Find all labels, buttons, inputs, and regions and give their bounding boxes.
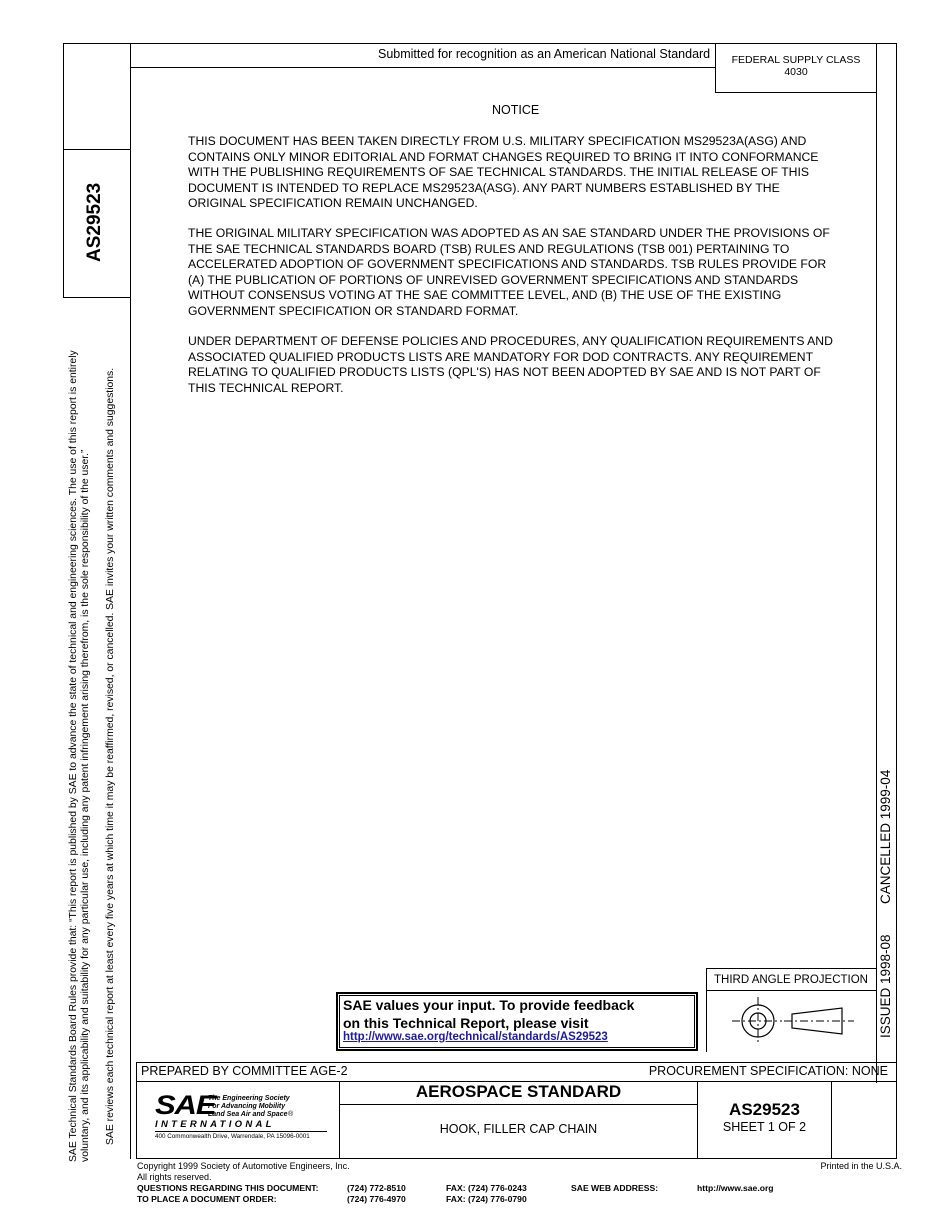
notice-paragraph-2 (188, 226, 858, 319)
order-phone: (724) 776-4970 (347, 1194, 406, 1204)
frame-left-line (63, 43, 64, 298)
questions-phone: (724) 772-8510 (347, 1183, 406, 1193)
fsc-value: 4030 (784, 66, 808, 78)
sae-address: 400 Commonwealth Drive, Warrendale, PA 15096-0001 (155, 1133, 310, 1140)
sae-logo-mark: SAE (155, 1090, 216, 1120)
title-block-std-underline (339, 1104, 697, 1105)
fsc-box-bottom (715, 92, 876, 93)
notice-line: CONTAINS ONLY MINOR EDITORIAL AND FORMAT CHANGES REQUIRED TO BRING IT INTO CONFORMANCE (188, 149, 819, 164)
strip-divider-line (63, 149, 130, 150)
frame-top-line (63, 43, 897, 44)
questions-label: QUESTIONS REGARDING THIS DOCUMENT: (137, 1183, 319, 1193)
title-block-bottom (136, 1158, 896, 1159)
feedback-link[interactable]: http://www.sae.org/technical/standards/AS29523 (343, 1031, 608, 1043)
title-block-right (896, 1062, 897, 1159)
strip-rules-line1: SAE Technical Standards Board Rules provide that: “This report is published by SAE to advance the state of technical and engineering sciences. The use of this report is entirely (68, 350, 79, 1162)
strip-bottom-line (63, 297, 130, 298)
header-underline (130, 67, 715, 68)
sheet-number: SHEET 1 OF 2 (722, 1120, 807, 1134)
notice-paragraph-1 (188, 134, 858, 212)
notice-line: THIS DOCUMENT HAS BEEN TAKEN DIRECTLY FROM U.S. MILITARY SPECIFICATION MS29523A(ASG) AND (188, 134, 807, 148)
notice-line: THE ORIGINAL MILITARY SPECIFICATION WAS ADOPTED AS AN SAE STANDARD UNDER THE PROVISIONS OF (188, 226, 830, 240)
content-left-line (130, 43, 131, 1159)
submitted-text: Submitted for recognition as an American National Standard (378, 47, 711, 61)
strip-review-line: SAE reviews each technical report at least every five years at which time it may be reaffirmed, revised, or cancelled. SAE invites your written comments and suggestions. (105, 367, 116, 1145)
notice-line: (A) THE PUBLICATION OF PORTIONS OF UNREVISED GOVERNMENT SPECIFICATIONS AND STANDARDS (188, 272, 799, 287)
strip-rules-line2: voluntary, and its applicability and suitability for any particular use, including any patent infringement arising therefrom, is the sole responsibility of the user.” (80, 449, 91, 1162)
third-angle-projection-icon (730, 994, 860, 1044)
title-doc-number: AS29523 (729, 1100, 800, 1119)
notice-line: THE SAE TECHNICAL STANDARDS BOARD (TSB) RULES AND REGULATIONS (TSB 001) PERTAINING TO (188, 241, 790, 256)
title-block-left (136, 1062, 137, 1159)
feedback-line1: SAE values your input. To provide feedback (343, 997, 635, 1013)
content-right-line (876, 43, 877, 1083)
document-title: HOOK, FILLER CAP CHAIN (439, 1122, 598, 1136)
strip-doc-number: AS29523 (84, 182, 105, 262)
notice-title: NOTICE (492, 103, 540, 117)
notice-line: UNDER DEPARTMENT OF DEFENSE POLICIES AND PROCEDURES, ANY QUALIFICATION REQUIREMENTS AND (188, 334, 833, 348)
sae-logo-underline (155, 1131, 327, 1132)
procurement-spec: PROCUREMENT SPECIFICATION: NONE (648, 1064, 888, 1078)
rights: All rights reserved. (137, 1172, 212, 1182)
feedback-line2: on this Technical Report, please visit (343, 1015, 589, 1031)
notice-paragraph-3 (188, 334, 858, 396)
standard-type: AEROSPACE STANDARD (415, 1082, 622, 1101)
notice-line: ORIGINAL SPECIFICATION REMAIN UNCHANGED. (188, 196, 478, 210)
printed-in: Printed in the U.S.A. (820, 1161, 902, 1171)
fsc-label: FEDERAL SUPPLY CLASS (731, 54, 861, 66)
notice-line: THIS TECHNICAL REPORT. (188, 380, 344, 395)
cancelled-date: CANCELLED 1999-04 (878, 769, 893, 904)
title-block-div3 (831, 1081, 832, 1159)
questions-fax: FAX: (724) 776-0243 (446, 1183, 527, 1193)
sae-international: INTERNATIONAL (155, 1119, 275, 1130)
notice-line: ACCELERATED ADOPTION OF GOVERNMENT SPECIFICATIONS AND STANDARDS. TSB RULES PROVIDE FOR (188, 257, 827, 271)
order-label: TO PLACE A DOCUMENT ORDER: (137, 1194, 277, 1204)
sae-registered-mark: ® (288, 1111, 294, 1118)
notice-line: ASSOCIATED QUALIFIED PRODUCTS LISTS ARE MANDATORY FOR DOD CONTRACTS. ANY REQUIREMENT (188, 349, 814, 364)
prepared-by: PREPARED BY COMMITTEE AGE-2 (141, 1064, 348, 1078)
notice-line: WITH THE PUBLISHING REQUIREMENTS OF SAE TECHNICAL STANDARDS. THE INITIAL RELEASE OF THIS (188, 165, 809, 179)
web-label: SAE WEB ADDRESS: (571, 1183, 659, 1193)
sae-tagline-3: Land Sea Air and Space (208, 1111, 288, 1118)
outer-right-line (896, 43, 897, 1083)
notice-line: DOCUMENT IS INTENDED TO REPLACE MS29523A(ASG). ANY PART NUMBERS ESTABLISHED BY THE (188, 180, 780, 195)
notice-line: GOVERNMENT SPECIFICATION OR STANDARD FORMAT. (188, 303, 519, 318)
notice-line: RELATING TO QUALIFIED PRODUCTS LISTS (QPL'S) HAS NOT BEEN ADOPTED BY SAE AND IS NOT PART OF (188, 365, 821, 379)
title-block-top (136, 1062, 896, 1063)
issued-date: ISSUED 1998-08 (878, 934, 893, 1038)
projection-divider (706, 990, 876, 991)
notice-line: WITHOUT CONSENSUS VOTING AT THE SAE COMMITTEE LEVEL, AND (B) THE USE OF THE EXISTING (188, 288, 782, 302)
copyright: Copyright 1999 Society of Automotive Engineers, Inc. (137, 1161, 350, 1171)
sae-tagline-1: The Engineering Society (208, 1095, 290, 1102)
projection-label: THIRD ANGLE PROJECTION (714, 974, 868, 986)
web-value[interactable]: http://www.sae.org (697, 1183, 774, 1193)
sae-tagline-2: For Advancing Mobility (208, 1103, 286, 1110)
order-fax: FAX: (724) 776-0790 (446, 1194, 527, 1204)
